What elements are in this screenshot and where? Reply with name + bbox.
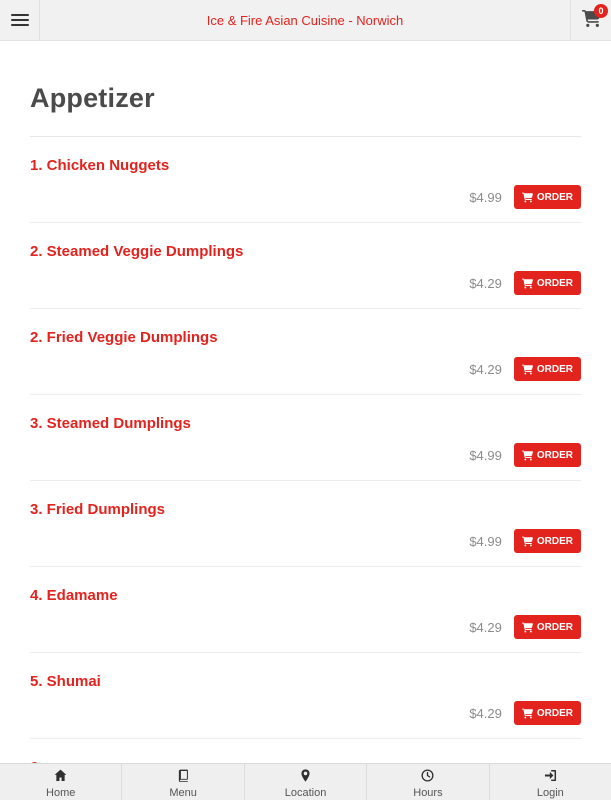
nav-item-label: Hours: [413, 786, 443, 799]
nav-item-label: Location: [284, 786, 327, 799]
menu-item-title: 3. Steamed Dumplings: [30, 415, 191, 432]
order-button-label: ORDER: [536, 191, 573, 203]
hamburger-menu-button[interactable]: [0, 0, 40, 40]
order-button-label: ORDER: [536, 621, 573, 633]
menu-item: [30, 223, 581, 309]
menu-page: [0, 41, 611, 800]
cart-button[interactable]: [570, 0, 611, 40]
menu-item-title: 5. Shumai: [30, 673, 101, 690]
login-icon: [544, 769, 557, 785]
home-icon: [54, 769, 67, 785]
menu-item-price: $4.99: [469, 533, 502, 549]
order-button[interactable]: [514, 185, 581, 209]
menu-item: [30, 309, 581, 395]
cart-icon: [522, 622, 533, 633]
order-button-label: ORDER: [536, 535, 573, 547]
page-title: Ice & Fire Asian Cuisine - Norwich: [206, 12, 404, 28]
cart-icon: [522, 708, 533, 719]
menu-item-price: $4.29: [469, 619, 502, 635]
nav-item-label: Menu: [169, 786, 197, 799]
nav-item-hours[interactable]: [367, 764, 489, 800]
location-pin-icon: [299, 769, 312, 785]
menu-item-title: 1. Chicken Nuggets: [30, 157, 170, 174]
menu-item: [30, 395, 581, 481]
menu-item-price: $4.29: [469, 361, 502, 377]
cart-icon: [522, 192, 533, 203]
nav-item-label: Login: [536, 786, 564, 799]
app-header: [0, 0, 611, 41]
nav-item-login[interactable]: [490, 764, 611, 800]
menu-item: [30, 481, 581, 567]
menu-item-title: 2. Fried Veggie Dumplings: [30, 329, 218, 346]
cart-icon: [522, 278, 533, 289]
bottom-navigation: [0, 763, 611, 800]
menu-item: [30, 137, 581, 223]
menu-item-title: 2. Steamed Veggie Dumplings: [30, 243, 244, 260]
hamburger-icon: [11, 11, 29, 29]
order-button[interactable]: [514, 443, 581, 467]
order-button[interactable]: [514, 529, 581, 553]
clock-icon: [421, 769, 434, 785]
order-button-label: ORDER: [536, 449, 573, 461]
section-title: Appetizer: [30, 83, 155, 113]
order-button[interactable]: [514, 615, 581, 639]
nav-item-label: Home: [46, 786, 76, 799]
menu-item: [30, 653, 581, 739]
menu-item-title: 3. Fried Dumplings: [30, 501, 166, 518]
cart-count-badge: 0: [594, 4, 608, 18]
menu-item-title: 4. Edamame: [30, 587, 118, 604]
order-button-label: ORDER: [536, 363, 573, 375]
nav-item-home[interactable]: [0, 764, 122, 800]
order-button[interactable]: [514, 357, 581, 381]
nav-item-menu[interactable]: [122, 764, 244, 800]
menu-item-price: $4.29: [469, 705, 502, 721]
menu-book-icon: [177, 769, 190, 785]
menu-item: [30, 567, 581, 653]
nav-item-location[interactable]: [245, 764, 367, 800]
cart-icon: [522, 536, 533, 547]
menu-items-list: [30, 137, 581, 739]
order-button[interactable]: [514, 701, 581, 725]
menu-item-price: $4.99: [469, 189, 502, 205]
menu-item-price: $4.99: [469, 447, 502, 463]
order-button-label: ORDER: [536, 277, 573, 289]
cart-icon: [522, 364, 533, 375]
order-button[interactable]: [514, 271, 581, 295]
menu-item-price: $4.29: [469, 275, 502, 291]
order-button-label: ORDER: [536, 707, 573, 719]
cart-icon: [522, 450, 533, 461]
